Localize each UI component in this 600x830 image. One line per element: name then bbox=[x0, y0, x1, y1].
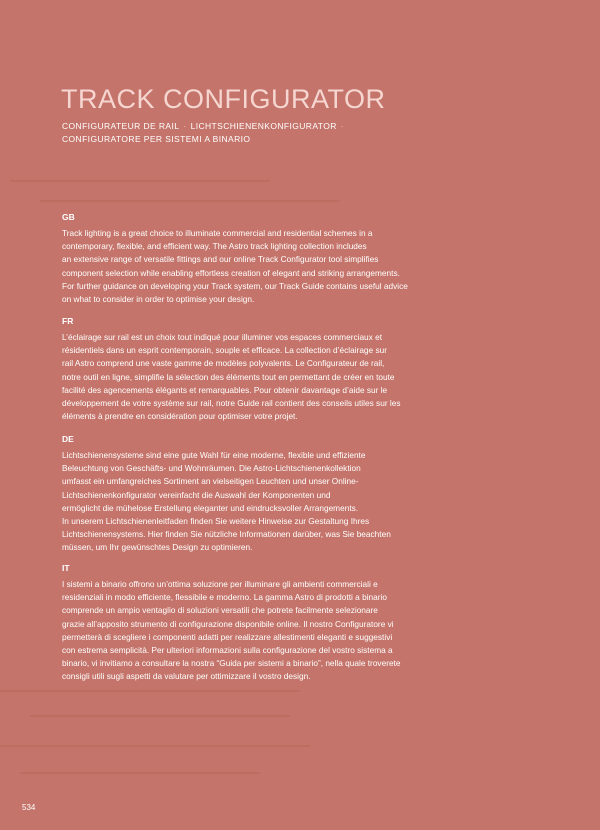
text-line: Beleuchtung von Geschäfts- und Wohnräumen. Die Astro-Lichtschienenkollektion bbox=[62, 463, 361, 474]
text-line: binario, vi invitiamo a consultare la nostra “Guida per sistemi a binario”, nella quale troverete bbox=[62, 658, 401, 669]
text-line: Lichtschienensysteme sind eine gute Wahl für eine moderne, flexible und effiziente bbox=[62, 450, 366, 460]
subtitle-separator: · bbox=[340, 121, 344, 131]
subtitle-separator: · bbox=[183, 121, 187, 131]
subtitle-fr: CONFIGURATEUR DE RAIL bbox=[62, 121, 180, 131]
text-line: ermöglicht die mühelose Erstellung eleganter und eindrucksvoller Arrangements. bbox=[62, 502, 359, 513]
text-line: facilité des agencements élégants et remarquables. Pour obtenir davantage d’aide sur le bbox=[62, 384, 388, 395]
text-line: residenziali in modo efficiente, flessibile e moderno. La gamma Astro di prodotti a binario bbox=[62, 592, 387, 603]
section-heading: DE bbox=[62, 434, 74, 444]
section-body bbox=[62, 331, 462, 423]
text-line: développement de votre système sur rail, notre Guide rail contient des conseils utiles sur les bbox=[62, 398, 401, 409]
text-line: For further guidance on developing your Track system, our Track Guide contains useful advice bbox=[62, 280, 408, 291]
text-line: Lichtschienenkonfigurator vereinfacht die Auswahl der Komponenten und bbox=[62, 489, 331, 500]
page-subtitle bbox=[62, 120, 382, 146]
text-line: L’éclairage sur rail est un choix tout indiqué pour illuminer vos espaces commerciaux et bbox=[62, 332, 383, 342]
section-de bbox=[62, 434, 462, 555]
text-line: éléments à prendre en considération pour optimiser votre projet. bbox=[62, 411, 298, 422]
text-line: consigli utili sugli aspetti da valutare per ottimizzare il vostro design. bbox=[62, 671, 311, 682]
section-fr bbox=[62, 316, 462, 423]
section-heading: FR bbox=[62, 316, 74, 326]
text-line: Lichtschienensystems. Hier finden Sie nützliche Informationen darüber, was Sie beachten bbox=[62, 529, 391, 540]
text-line: müssen, um Ihr gewünschtes Design zu optimieren. bbox=[62, 542, 253, 553]
section-body bbox=[62, 449, 462, 555]
text-line: In unserem Lichtschienenleitfaden finden Sie weitere Hinweise zur Gestaltung Ihres bbox=[62, 516, 370, 527]
text-line: an extensive range of versatile fittings and our online Track Configurator tool simplifies bbox=[62, 254, 379, 265]
section-it bbox=[62, 563, 462, 684]
text-line: on what to consider in order to optimise your design. bbox=[62, 294, 255, 305]
section-body bbox=[62, 227, 462, 306]
text-line: I sistemi a binario offrono un’ottima soluzione per illuminare gli ambienti commerciali e bbox=[62, 579, 378, 589]
text-line: résidentiels dans un esprit contemporain, souple et efficace. La collection d’éclairage sur bbox=[62, 345, 387, 356]
text-line: component selection while enabling effortless creation of elegant and striking arrangements. bbox=[62, 267, 400, 278]
text-line: grazie all’apposito strumento di configurazione disponibile online. Il nostro Configuratore vi bbox=[62, 618, 394, 629]
text-line: Track lighting is a great choice to illuminate commercial and residential schemes in a bbox=[62, 228, 373, 238]
subtitle-de: LICHTSCHIENENKONFIGURATOR bbox=[190, 121, 337, 131]
text-line: rail Astro comprend une vaste gamme de modèles polyvalents. Le Configurateur de rail, bbox=[62, 358, 385, 369]
text-line: umfasst ein umfangreiches Sortiment an vielseitigen Leuchten und unser Online- bbox=[62, 476, 359, 487]
text-line: con estrema semplicità. Per ulteriori informazioni sulla configurazione del vostro sistema a bbox=[62, 645, 393, 656]
section-heading: GB bbox=[62, 212, 75, 222]
text-line: comprende un ampio ventaglio di soluzioni versatili che potrete facilmente selezionare bbox=[62, 605, 378, 616]
page-title: TRACK CONFIGURATOR bbox=[61, 84, 386, 114]
text-line: permetterà di scegliere i componenti adatti per realizzare allestimenti eleganti e suggestivi bbox=[62, 631, 393, 642]
section-heading: IT bbox=[62, 563, 70, 573]
page-number: 534 bbox=[22, 803, 36, 812]
section-body bbox=[62, 578, 462, 684]
subtitle-it: CONFIGURATORE PER SISTEMI A BINARIO bbox=[62, 134, 251, 144]
text-line: notre outil en ligne, simplifie la sélection des éléments tout en permettant de créer en toute bbox=[62, 371, 395, 382]
text-line: contemporary, flexible, and efficient way. The Astro track lighting collection includes bbox=[62, 241, 367, 252]
section-gb bbox=[62, 212, 462, 306]
